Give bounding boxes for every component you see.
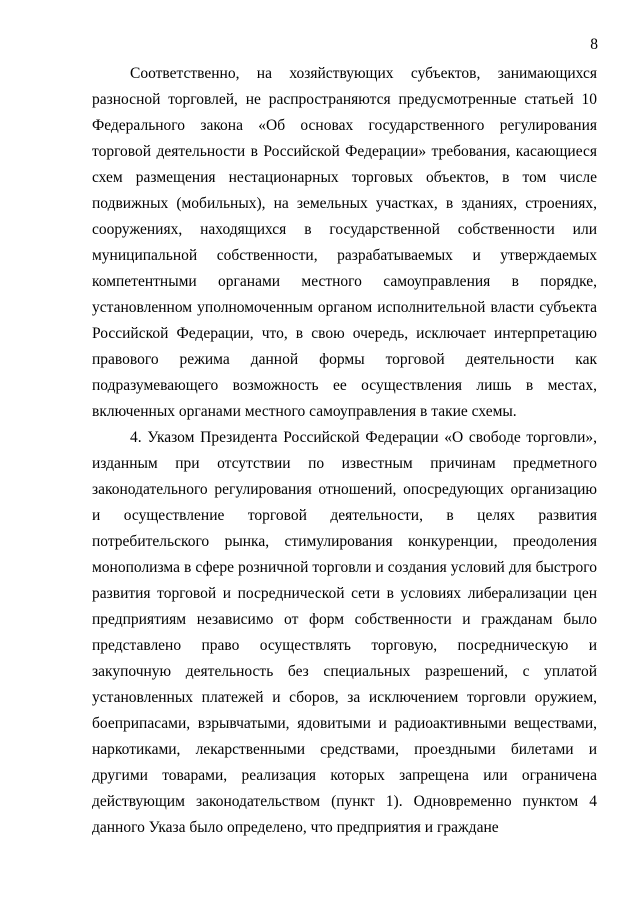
paragraph-2: 4. Указом Президента Российской Федерации «О свободе торговли», изданным при отсутствии по известным причинам предметного законодательного регулирования отношений, опосредующих организацию и осуществление торговой деятельности, в целях развития потребительского рынка, стимулирования конкуренции, преодоления монополизма в сфере розничной торговли и создания условий для быстрого развития торговой и посреднической сети в условиях либерализации цен предприятиям независимо от форм собственности и гражданам было представлено право осуществлять торговую, посредническую и закупочную деятельность без специальных разрешений, с уплатой установленных платежей и сборов, за исключением торговли оружием, боеприпасами, взрывчатыми, ядовитыми и радиоактивными веществами, наркотиками, лекарственными средствами, проездными билетами и другими товарами, реализация которых запрещена или ограничена действующим законодательством (пункт 1). Одновременно пунктом 4 данного Указа было определено, что предприятия и граждане <box>92 429 597 836</box>
body-text <box>92 61 597 841</box>
page-number: 8 <box>590 36 598 53</box>
paragraph-1: Соответственно, на хозяйствующих субъектов, занимающихся разносной торговлей, не распространяются предусмотренные статьей 10 Федерального закона «Об основах государственного регулирования торговой деятельности в Российской Федерации» требования, касающиеся схем размещения нестационарных торговых объектов, в том числе подвижных (мобильных), на земельных участках, в зданиях, строениях, сооружениях, находящихся в государственной собственности или муниципальной собственности, разрабатываемых и утверждаемых компетентными органами местного самоуправления в порядке, установленном уполномоченным органом исполнительной власти субъекта Российской Федерации, что, в свою очередь, исключает интерпретацию правового режима данной формы торговой деятельности как подразумевающего возможность ее осуществления лишь в местах, включенных органами местного самоуправления в такие схемы. <box>92 65 597 420</box>
